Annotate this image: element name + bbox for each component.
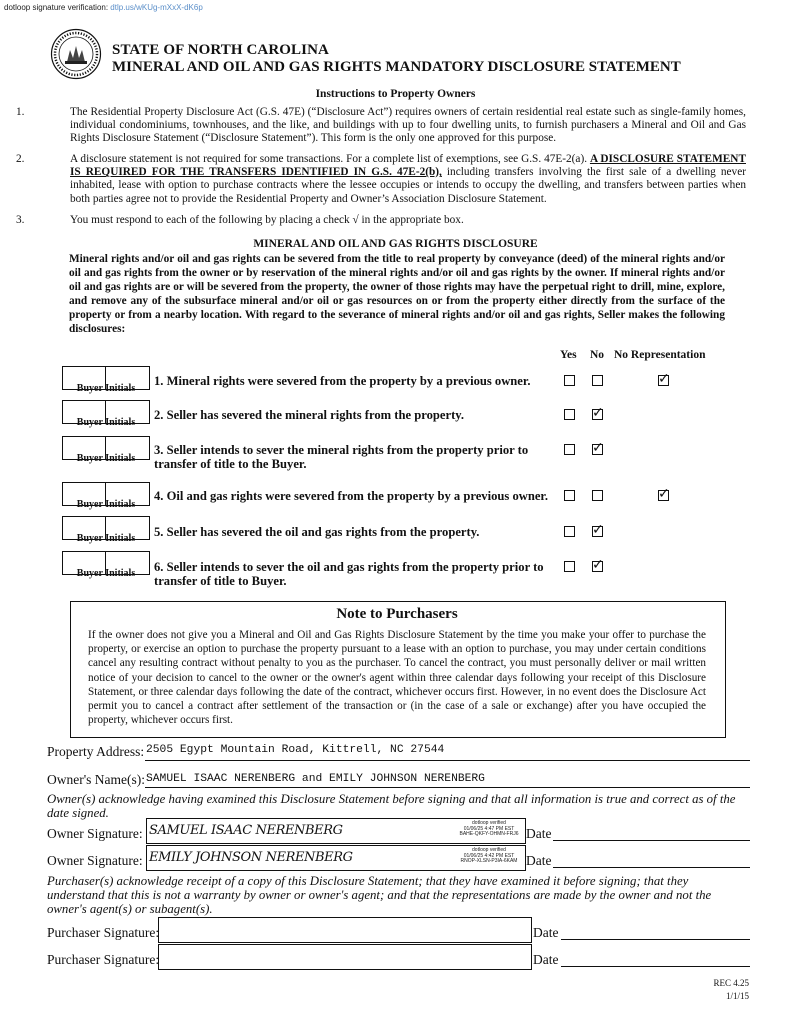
q2-yes-checkbox[interactable] [564, 409, 575, 420]
owner-signature-script: SAMUEL ISAAC NERENBERG [149, 823, 343, 838]
stamp-line: dotloop verified [472, 847, 506, 853]
purchaser-signature-field[interactable] [158, 917, 532, 943]
q6-yes-checkbox[interactable] [564, 561, 575, 572]
purchaser-date-label: Date [533, 925, 559, 940]
instruction-item-2 [16, 153, 746, 206]
verification-link[interactable]: dtlp.us/wKUg-mXxX-dK6p [110, 3, 203, 12]
instructions-title: Instructions to Property Owners [315, 88, 476, 100]
dotloop-verification [4, 3, 203, 12]
instruction-item-3 [16, 214, 746, 227]
q2-no-checkbox[interactable] [592, 405, 604, 421]
q1-no-checkbox[interactable] [592, 375, 603, 386]
check-mark-icon: ✓ [658, 371, 670, 387]
note-body: If the owner does not give you a Mineral and Oil and Gas Rights Disclosure Statement by the time you make your offer to purchase the property, or exercise an option to purchase the property pursuant to a lease with an option to purchase, you may under certain conditions cancel any resulting contract without penalty to you as the purchaser. To cancel the contract, you must personally deliver or mail written notice of your decision to cancel to the owner or the owner's agent within three calendar days following your receipt of this Disclosure Statement, or three calendar days following the date of the contract, whichever occurs first. However, in no event does the Disclosure Act permit you to cancel a contract after settlement of the transaction or (in the case of a sale or exchange) after you have occupied the property, whichever occurs first. [88, 629, 706, 727]
purchaser-date-line[interactable] [561, 966, 750, 967]
owner-date-label: Date [526, 853, 552, 868]
header-title-line1: STATE OF NORTH CAROLINA [112, 42, 329, 58]
check-mark-icon: ✓ [592, 557, 604, 573]
question-2-text: 2. Seller has severed the mineral rights from the property. [154, 408, 465, 422]
verification-label: dotloop signature verification: [4, 3, 109, 12]
form-id: REC 4.25 [713, 978, 749, 988]
q1-no-rep-checkbox[interactable] [658, 371, 670, 387]
buyer-initials-label: Buyer Initials [76, 383, 136, 394]
purchaser-acknowledgment: Purchaser(s) acknowledge receipt of a copy of this Disclosure Statement; that they have examined it before signing; that they understand that this is not a warranty by owner or owner's agent; and that the representations are made by the owner and not the owner's agent(s) or subagent(s). [47, 874, 712, 916]
purchaser-signature-label: Purchaser Signature: [47, 952, 160, 967]
instruction-text-a: A disclosure statement is not required for some transactions. For a complete list of exemptions, see G.S. 47E-2(a). [70, 153, 590, 165]
buyer-initials-label: Buyer Initials [76, 568, 136, 579]
q5-yes-checkbox[interactable] [564, 526, 575, 537]
q3-no-checkbox[interactable] [592, 440, 604, 456]
q5-no-checkbox[interactable] [592, 522, 604, 538]
q4-no-rep-checkbox[interactable] [658, 486, 670, 502]
purchaser-date-label: Date [533, 952, 559, 967]
disclosure-title: MINERAL AND OIL AND GAS RIGHTS DISCLOSURE [253, 238, 538, 250]
question-6-text: 6. Seller intends to sever the oil and gas rights from the property prior to transfer of title to Buyer. [154, 560, 544, 588]
column-no-representation: No Representation [614, 349, 706, 361]
instruction-text-c: including transfers involving the first sale of a dwelling never inhabited, lease with option to purchase contracts where the lessee occupies or intends to occupy the dwelling, and transfers between parties when both parties agree not to provide the Residential Property and Owner’s Association Disclosure Statement. [70, 166, 746, 205]
note-title: Note to Purchasers [336, 606, 458, 622]
q1-yes-checkbox[interactable] [564, 375, 575, 386]
stamp-line: 01/06/25 4:47 PM EST [463, 825, 515, 832]
purchaser-signature-label: Purchaser Signature: [47, 925, 160, 940]
q3-yes-checkbox[interactable] [564, 444, 575, 455]
owner-date-line[interactable] [553, 867, 750, 868]
owner-signature-script: EMILY JOHNSON NERENBERG [149, 850, 353, 865]
instruction-text [70, 153, 746, 206]
buyer-initials-label: Buyer Initials [76, 417, 136, 428]
property-address-value[interactable]: 2505 Egypt Mountain Road, Kittrell, NC 27544 [146, 744, 445, 756]
owner-signature-label: Owner Signature: [47, 826, 143, 841]
property-address-line [145, 760, 750, 761]
form-revision: 1/1/15 [725, 991, 749, 1001]
check-mark-icon: ✓ [658, 486, 670, 502]
stamp-line: 01/06/25 4:42 PM EST [463, 852, 515, 859]
stamp-line: dotloop verified [472, 820, 506, 826]
state-seal-icon [50, 28, 102, 80]
stamp-line: RNOP-XLSN-P3IA-6KAM [460, 858, 518, 864]
owner-date-label: Date [526, 826, 552, 841]
owner-acknowledgment: Owner(s) acknowledge having examined this Disclosure Statement before signing and that all information is true and correct as of the date signed. [47, 792, 736, 820]
owner-names-line [145, 787, 750, 788]
instruction-text: The Residential Property Disclosure Act (G.S. 47E) (“Disclosure Act”) requires owners of certain residential real estate such as single-family homes, individual condominiums, townhouses, and the like, and buildings with up to four dwelling units, to furnish purchasers a Mineral and Oil and Gas Rights Disclosure Statement (“Disclosure Statement”). This form is the only one approved for this purpose. [70, 106, 746, 145]
owner-names-label: Owner's Name(s): [47, 772, 146, 787]
q4-yes-checkbox[interactable] [564, 490, 575, 501]
question-1-text: 1. Mineral rights were severed from the property by a previous owner. [154, 374, 531, 388]
owner-date-line[interactable] [553, 840, 750, 841]
property-address-label: Property Address: [47, 744, 145, 759]
owner-signature-label: Owner Signature: [47, 853, 143, 868]
buyer-initials-label: Buyer Initials [76, 499, 136, 510]
column-no: No [590, 349, 605, 361]
instruction-item-1 [16, 106, 746, 146]
q4-no-checkbox[interactable] [592, 490, 603, 501]
q6-no-checkbox[interactable] [592, 557, 604, 573]
buyer-initials-label: Buyer Initials [76, 533, 136, 544]
purchaser-signature-field[interactable] [158, 944, 532, 970]
instruction-text-emphasis: A DISCLOSURE STATEMENT IS REQUIRED FOR THE TRANSFERS IDENTIFIED IN G.S. 47E-2(b), [70, 153, 746, 179]
question-3-text: 3. Seller intends to sever the mineral rights from the property prior to transfer of title to the Buyer. [154, 443, 529, 471]
purchaser-date-line[interactable] [561, 939, 750, 940]
question-4-text: 4. Oil and gas rights were severed from the property by a previous owner. [154, 489, 549, 503]
instruction-number: 2. [16, 153, 25, 165]
buyer-initials-label: Buyer Initials [76, 453, 136, 464]
question-5-text: 5. Seller has severed the oil and gas rights from the property. [154, 525, 480, 539]
dotloop-stamp [453, 821, 525, 838]
column-yes: Yes [560, 349, 577, 361]
owner-names-value[interactable]: SAMUEL ISAAC NERENBERG and EMILY JOHNSON NERENBERG [146, 773, 485, 785]
disclosure-body: Mineral rights and/or oil and gas rights can be severed from the title to real property by conveyance (deed) of the mineral rights and/or oil and gas rights from the owner or by reservation of the mineral rights and/or oil and gas rights by the owner. If mineral rights and/or oil and gas rights are or will be severed from the property, the owner of those rights may have the perpetual right to drill, mine, explore, and remove any of the subsurface mineral and/or oil or gas resources on or from the property either directly from the surface of the property or from a nearby location. With regard to the severance of mineral rights and/or oil and gas rights, Seller makes the following disclosures: [69, 253, 725, 335]
instruction-text: You must respond to each of the following by placing a check √ in the appropriate box. [70, 214, 464, 226]
dotloop-stamp [453, 848, 525, 865]
stamp-line: BAHE-QKFY-OHMN-FRJ6 [459, 831, 519, 837]
check-mark-icon: ✓ [592, 405, 604, 421]
check-mark-icon: ✓ [592, 440, 604, 456]
owner-signature-field[interactable] [146, 845, 526, 871]
instruction-number: 3. [16, 214, 25, 226]
instruction-number: 1. [16, 106, 25, 118]
owner-signature-field[interactable] [146, 818, 526, 844]
header-title-line2: MINERAL AND OIL AND GAS RIGHTS MANDATORY DISCLOSURE STATEMENT [112, 59, 681, 75]
check-mark-icon: ✓ [592, 522, 604, 538]
